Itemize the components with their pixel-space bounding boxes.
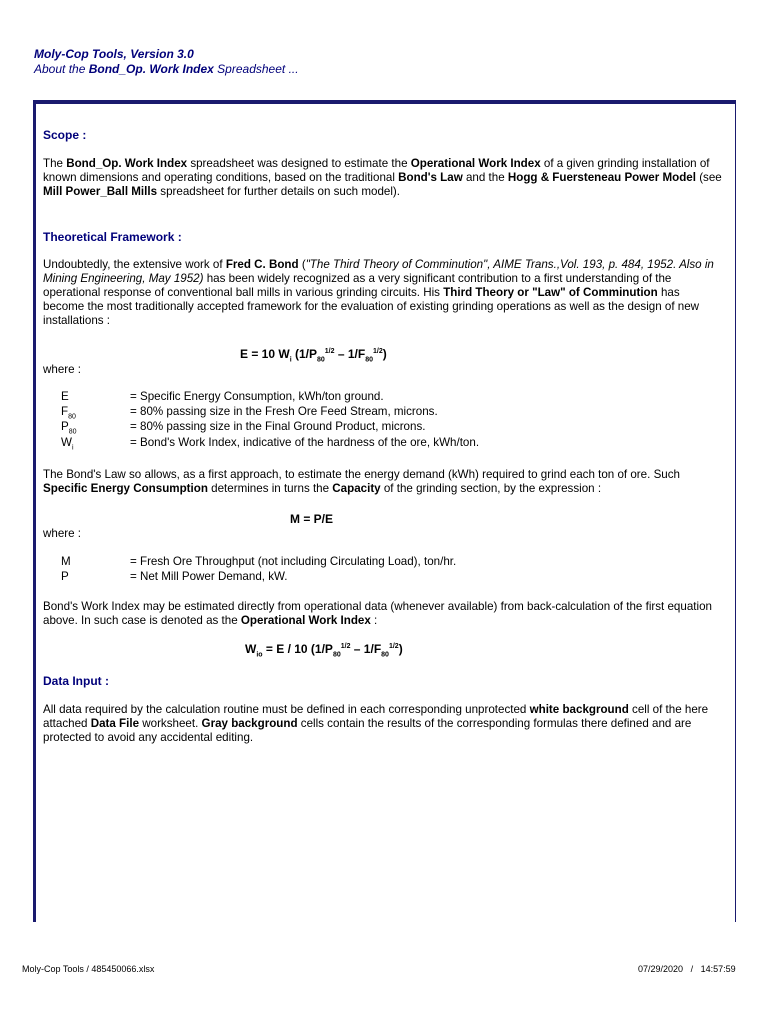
capacity-equation: M = P/E	[290, 512, 334, 526]
def-description: = 80% passing size in the Fresh Ore Feed Stream, microns.	[130, 405, 438, 418]
def-symbol: $W_i$	[61, 436, 74, 452]
def-symbol: E	[61, 390, 69, 403]
def-description: = Fresh Ore Throughput (not including Circulating Load), ton/hr.	[130, 555, 457, 568]
bond-law-equation: E = 10 $W_i$ $(1/P_{80}^{1/2} - 1/F_{80}^{1/2})$	[240, 347, 387, 364]
scope-paragraph: The Bond_Op. Work Index spreadsheet was designed to estimate the Operational Work Index of a given grinding installation of known dimensions and operating conditions, based on the traditional Bond's Law and the Hogg & Fuersteneau Power Model (see Mill Power_Ball Mills spreadsheet for further details on such model).	[43, 157, 722, 198]
operational-paragraph: Bond's Work Index may be estimated directly from operational data (whenever available) from back-calculation of the first equation above. In such case is denoted as the Operational Work Index :	[43, 600, 712, 627]
def-symbol: $P_{80}$	[61, 420, 77, 436]
operational-work-index-equation: $W_{io} = E / 10$ $(1/P_{80}^{1/2} - 1/F_{80}^{1/2})$	[245, 642, 403, 659]
def-symbol: P	[61, 570, 69, 583]
content-frame	[33, 100, 736, 922]
capacity-paragraph: The Bond's Law so allows, as a first approach, to estimate the energy demand (kWh) required to grind each ton of ore. Such Specific Energy Consumption determines in turns the Capacity of the grinding section, by the expression :	[43, 468, 680, 495]
footer-timestamp: 07/29/2020 / 14:57:59	[638, 964, 736, 974]
data-input-heading: Data Input :	[43, 674, 109, 688]
document-subtitle: About the Bond_Op. Work Index Spreadsheet ...	[34, 62, 299, 76]
def-symbol: M	[61, 555, 71, 568]
def-description: = Bond's Work Index, indicative of the hardness of the ore, kWh/ton.	[130, 436, 480, 449]
footer-filename: Moly-Cop Tools / 485450066.xlsx	[22, 964, 155, 974]
def-description: = Net Mill Power Demand, kW.	[130, 570, 288, 583]
def-symbol: $F_{80}$	[61, 405, 76, 421]
data-input-paragraph: All data required by the calculation routine must be defined in each corresponding unprotected white background cell of the here attached Data File worksheet. Gray background cells contain the results of the corresponding formulas there defined and are protected to avoid any accidental editing.	[43, 703, 709, 744]
document-header	[34, 47, 299, 77]
def-description: = Specific Energy Consumption, kWh/ton ground.	[130, 390, 384, 403]
def-description: = 80% passing size in the Final Ground Product, microns.	[130, 420, 426, 433]
framework-paragraph: Undoubtedly, the extensive work of Fred C. Bond ("The Third Theory of Comminution", AIME Trans.,Vol. 193, p. 484, 1952. Also in Mining Engineering, May 1952) has been widely recognized as a very significant contribution to a first understanding of the operational response of conventional ball mills in various grinding circuits. His Third Theory or "Law" of Comminution has become the most traditionally accepted framework for the evaluation of existing grinding operations as well as the design of new installations :	[43, 258, 714, 327]
where-label-1: where :	[43, 363, 82, 376]
document-title: Moly-Cop Tools, Version 3.0	[34, 47, 194, 61]
scope-heading: Scope :	[43, 128, 87, 142]
where-label-2: where :	[43, 527, 82, 540]
framework-heading: Theoretical Framework :	[43, 230, 182, 244]
